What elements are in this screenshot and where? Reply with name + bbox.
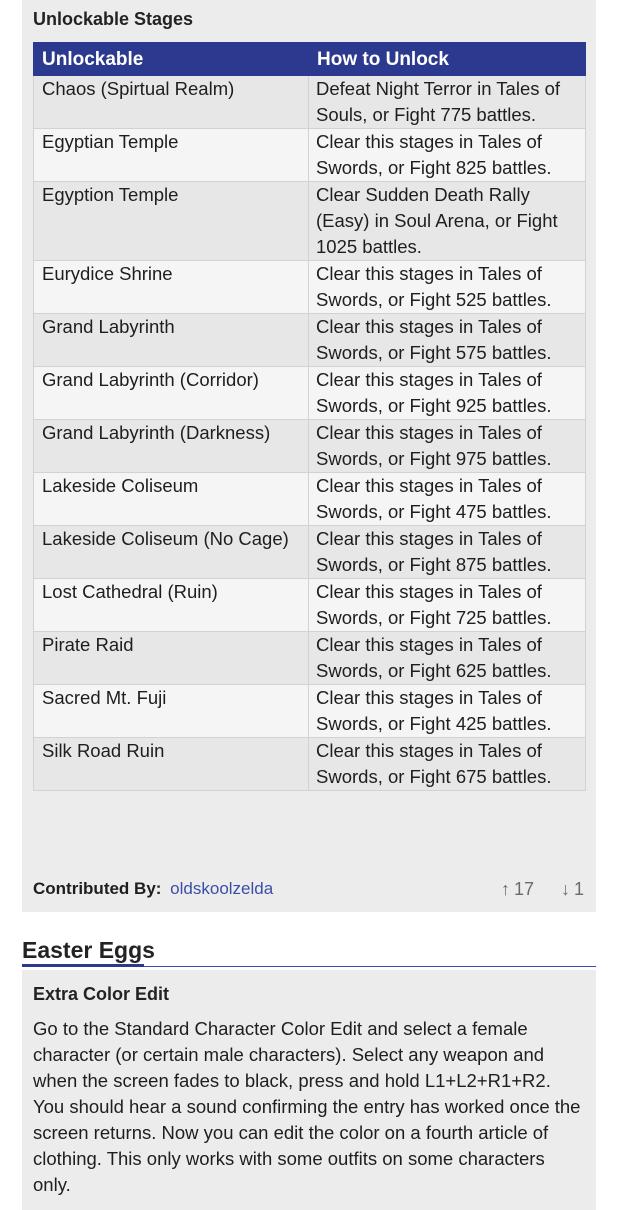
stage-name-cell: Grand Labyrinth (Corridor) xyxy=(34,367,309,420)
table-row xyxy=(34,632,586,685)
column-header-unlockable: Unlockable xyxy=(34,43,309,76)
unlockable-stages-title: Unlockable Stages xyxy=(33,9,194,29)
stage-name-cell: Pirate Raid xyxy=(34,632,309,685)
easter-egg-title: Extra Color Edit xyxy=(33,984,170,1004)
how-to-unlock-cell: Clear this stages in Tales of Swords, or Fight 875 battles. xyxy=(309,526,586,579)
stage-name-cell: Egyption Temple xyxy=(34,182,309,261)
table-row xyxy=(34,420,586,473)
table-row xyxy=(34,473,586,526)
how-to-unlock-cell: Clear this stages in Tales of Swords, or Fight 425 battles. xyxy=(309,685,586,738)
unlockable-stages-table xyxy=(33,42,586,791)
how-to-unlock-cell: Clear this stages in Tales of Swords, or Fight 475 battles. xyxy=(309,473,586,526)
how-to-unlock-cell: Clear this stages in Tales of Swords, or Fight 825 battles. xyxy=(309,129,586,182)
table-row xyxy=(34,182,586,261)
stage-name-cell: Grand Labyrinth (Darkness) xyxy=(34,420,309,473)
contributed-by xyxy=(33,879,273,899)
stage-name-cell: Lakeside Coliseum xyxy=(34,473,309,526)
downvote-count: 1 xyxy=(573,879,584,899)
table-row xyxy=(34,314,586,367)
stage-name-cell: Eurydice Shrine xyxy=(34,261,309,314)
vote-controls xyxy=(497,879,584,900)
how-to-unlock-cell: Clear this stages in Tales of Swords, or Fight 675 battles. xyxy=(309,738,586,791)
stage-name-cell: Egyptian Temple xyxy=(34,129,309,182)
easter-egg-description: Go to the Standard Character Color Edit and select a female character (or certain male characters). Select any weapon and when the screen fades to black, press and hold L1+L2+R1+R2. You should hear a sound confirming the entry has worked once the screen returns. Now you can edit the color on a fourth article of clothing. This only works with some outfits on some characters only. xyxy=(33,1018,581,1195)
table-row xyxy=(34,367,586,420)
how-to-unlock-cell: Clear this stages in Tales of Swords, or Fight 975 battles. xyxy=(309,420,586,473)
easter-eggs-heading: Easter Eggs xyxy=(22,937,155,963)
how-to-unlock-cell: Defeat Night Terror in Tales of Souls, or Fight 775 battles. xyxy=(309,76,586,129)
table-row xyxy=(34,129,586,182)
table-header-row xyxy=(34,43,586,76)
how-to-unlock-cell: Clear this stages in Tales of Swords, or Fight 575 battles. xyxy=(309,314,586,367)
stage-name-cell: Sacred Mt. Fuji xyxy=(34,685,309,738)
table-row xyxy=(34,579,586,632)
stage-name-cell: Grand Labyrinth xyxy=(34,314,309,367)
table-row xyxy=(34,76,586,129)
how-to-unlock-cell: Clear this stages in Tales of Swords, or Fight 625 battles. xyxy=(309,632,586,685)
stage-name-cell: Silk Road Ruin xyxy=(34,738,309,791)
arrow-up-icon[interactable]: ↑ xyxy=(500,879,510,899)
upvote-count: 17 xyxy=(513,879,534,899)
column-header-how-to-unlock: How to Unlock xyxy=(309,43,586,76)
how-to-unlock-cell: Clear this stages in Tales of Swords, or Fight 925 battles. xyxy=(309,367,586,420)
contributed-by-label: Contributed By: xyxy=(33,879,162,898)
arrow-down-icon[interactable]: ↓ xyxy=(560,879,570,899)
how-to-unlock-cell: Clear this stages in Tales of Swords, or Fight 525 battles. xyxy=(309,261,586,314)
table-row xyxy=(34,261,586,314)
stage-name-cell: Chaos (Spirtual Realm) xyxy=(34,76,309,129)
stage-name-cell: Lost Cathedral (Ruin) xyxy=(34,579,309,632)
contributor-link[interactable]: oldskoolzelda xyxy=(170,879,274,898)
how-to-unlock-cell: Clear Sudden Death Rally (Easy) in Soul Arena, or Fight 1025 battles. xyxy=(309,182,586,261)
heading-underline xyxy=(22,964,144,967)
how-to-unlock-cell: Clear this stages in Tales of Swords, or Fight 725 battles. xyxy=(309,579,586,632)
table-row xyxy=(34,526,586,579)
stage-name-cell: Lakeside Coliseum (No Cage) xyxy=(34,526,309,579)
table-row xyxy=(34,738,586,791)
table-row xyxy=(34,685,586,738)
